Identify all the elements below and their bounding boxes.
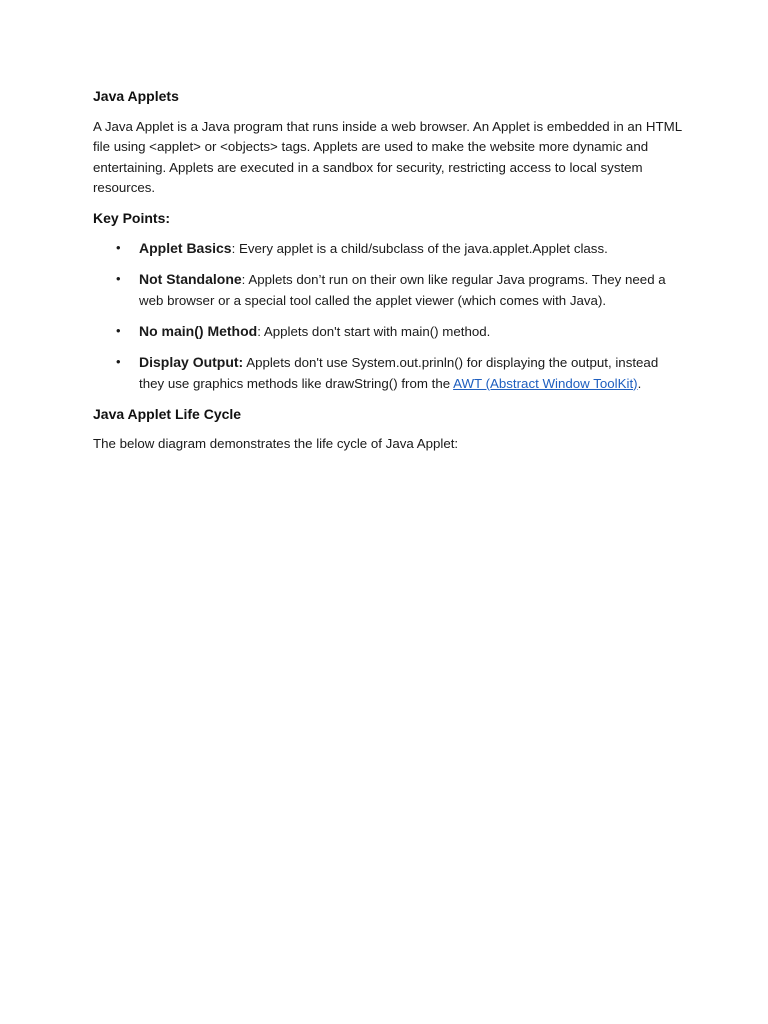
lifecycle-paragraph: The below diagram demonstrates the life cycle of Java Applet: bbox=[93, 435, 459, 451]
key-point-text: : Applets don't start with main() method. bbox=[257, 324, 491, 340]
key-point-trailing-text: . bbox=[637, 375, 642, 391]
key-point-text: : Every applet is a child/subclass of the java.applet.Applet class. bbox=[231, 241, 608, 257]
key-point-text: Applets don't use System.out.prinln() for displaying the output, instead they use graphics methods like drawString() from the bbox=[139, 355, 659, 391]
bullet-icon: • bbox=[116, 271, 121, 287]
key-points-list bbox=[93, 238, 683, 394]
key-points-heading: Key Points: bbox=[93, 210, 171, 227]
key-point-text: : Applets don’t run on their own like regular Java programs. They need a web browser or a special tool called the applet viewer (which comes with Java). bbox=[139, 272, 666, 308]
bullet-icon: • bbox=[116, 240, 121, 256]
document-page bbox=[93, 86, 683, 454]
list-item bbox=[116, 269, 683, 311]
lifecycle-heading: Java Applet Life Cycle bbox=[93, 405, 242, 422]
bullet-icon: • bbox=[116, 354, 121, 370]
key-point-term: Applet Basics bbox=[139, 240, 232, 257]
awt-link[interactable]: AWT (Abstract Window ToolKit) bbox=[453, 375, 638, 391]
list-item bbox=[116, 238, 683, 259]
intro-paragraph: A Java Applet is a Java program that runs inside a web browser. An Applet is embedded in an HTML file using <applet> or <objects> tags. Applets are used to make the website more dynamic and entertaining. Applets are executed in a sandbox for security, restricting access to local system resources. bbox=[93, 119, 682, 195]
key-point-term: No main() Method bbox=[139, 323, 258, 340]
bullet-icon: • bbox=[116, 323, 121, 339]
list-item bbox=[116, 352, 683, 394]
key-point-term: Display Output: bbox=[139, 354, 244, 371]
page-title: Java Applets bbox=[93, 88, 179, 104]
key-point-term: Not Standalone bbox=[139, 271, 242, 288]
list-item bbox=[116, 321, 683, 342]
